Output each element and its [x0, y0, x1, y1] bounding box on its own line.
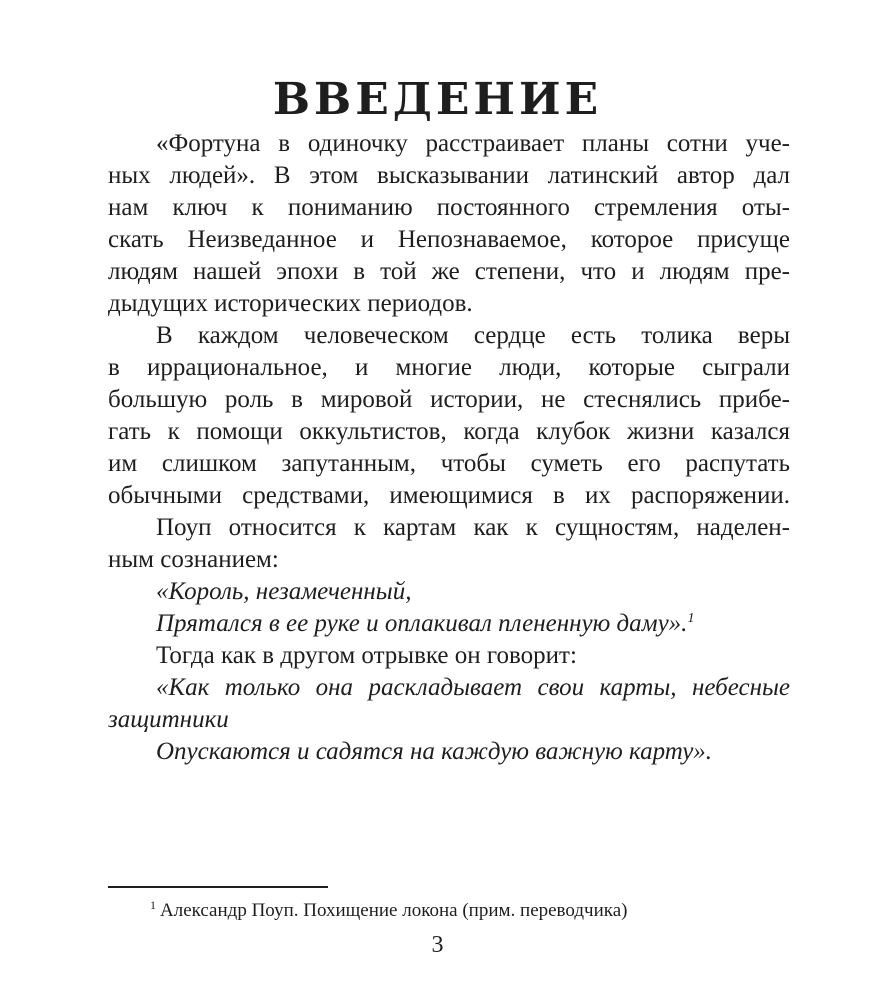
footnote-mark: 1: [150, 898, 156, 912]
quote-line: Опускаются и садятся на каждую важную карту».: [156, 738, 713, 765]
quote-line-text: Прятался в ее руке и оплакивал плененную даму».: [156, 610, 688, 637]
paragraph-line: большую роль в мировой истории, не стеснялись прибе-: [108, 386, 790, 413]
footnote: [150, 898, 627, 924]
paragraph-line: в иррациональное, и многие люди, которые сыграли: [108, 354, 790, 381]
footnote-divider: [108, 886, 328, 888]
quote-line: [108, 608, 790, 640]
paragraph-line: В каждом человеческом сердце есть толика веры: [156, 322, 790, 349]
paragraph-line: Тогда как в другом отрывке он говорит:: [156, 642, 577, 669]
paragraph-line: дыдущих исторических периодов.: [108, 290, 473, 317]
paragraph-line: гать к помощи оккультистов, когда клубок жизни казался: [108, 418, 790, 445]
footnote-text: Александр Поуп. Похищение локона (прим. переводчика): [160, 900, 628, 921]
chapter-title: ВВЕДЕНИЕ: [272, 74, 603, 125]
paragraph-line: «Фортуна в одиночку расстраивает планы сотни уче-: [156, 130, 790, 157]
quote-line: «Король, незамеченный,: [156, 578, 412, 605]
footnote-reference: 1: [687, 611, 695, 626]
paragraph-line: обычными средствами, имеющимися в их распоряжении.: [108, 482, 790, 509]
paragraph-line: ным сознанием:: [108, 546, 279, 573]
quote-line: «Как только она раскладывает свои карты, небесные: [156, 674, 790, 701]
quote-line: защитники: [108, 706, 229, 733]
paragraph-line: людям нашей эпохи в той же степени, что и людям пре-: [108, 258, 790, 285]
paragraph-line: нам ключ к пониманию постоянного стремления оты-: [108, 194, 790, 221]
paragraph-line: им слишком запутанным, чтобы суметь его распутать: [108, 450, 790, 477]
body-text: [108, 128, 790, 768]
paragraph-line: ных людей». В этом высказывании латинский автор дал: [108, 162, 790, 189]
paragraph-line: скать Неизведанное и Непознаваемое, которое присуще: [108, 226, 790, 253]
paragraph-line: Поуп относится к картам как к сущностям, наделен-: [156, 514, 790, 541]
page-number: 3: [431, 932, 444, 958]
